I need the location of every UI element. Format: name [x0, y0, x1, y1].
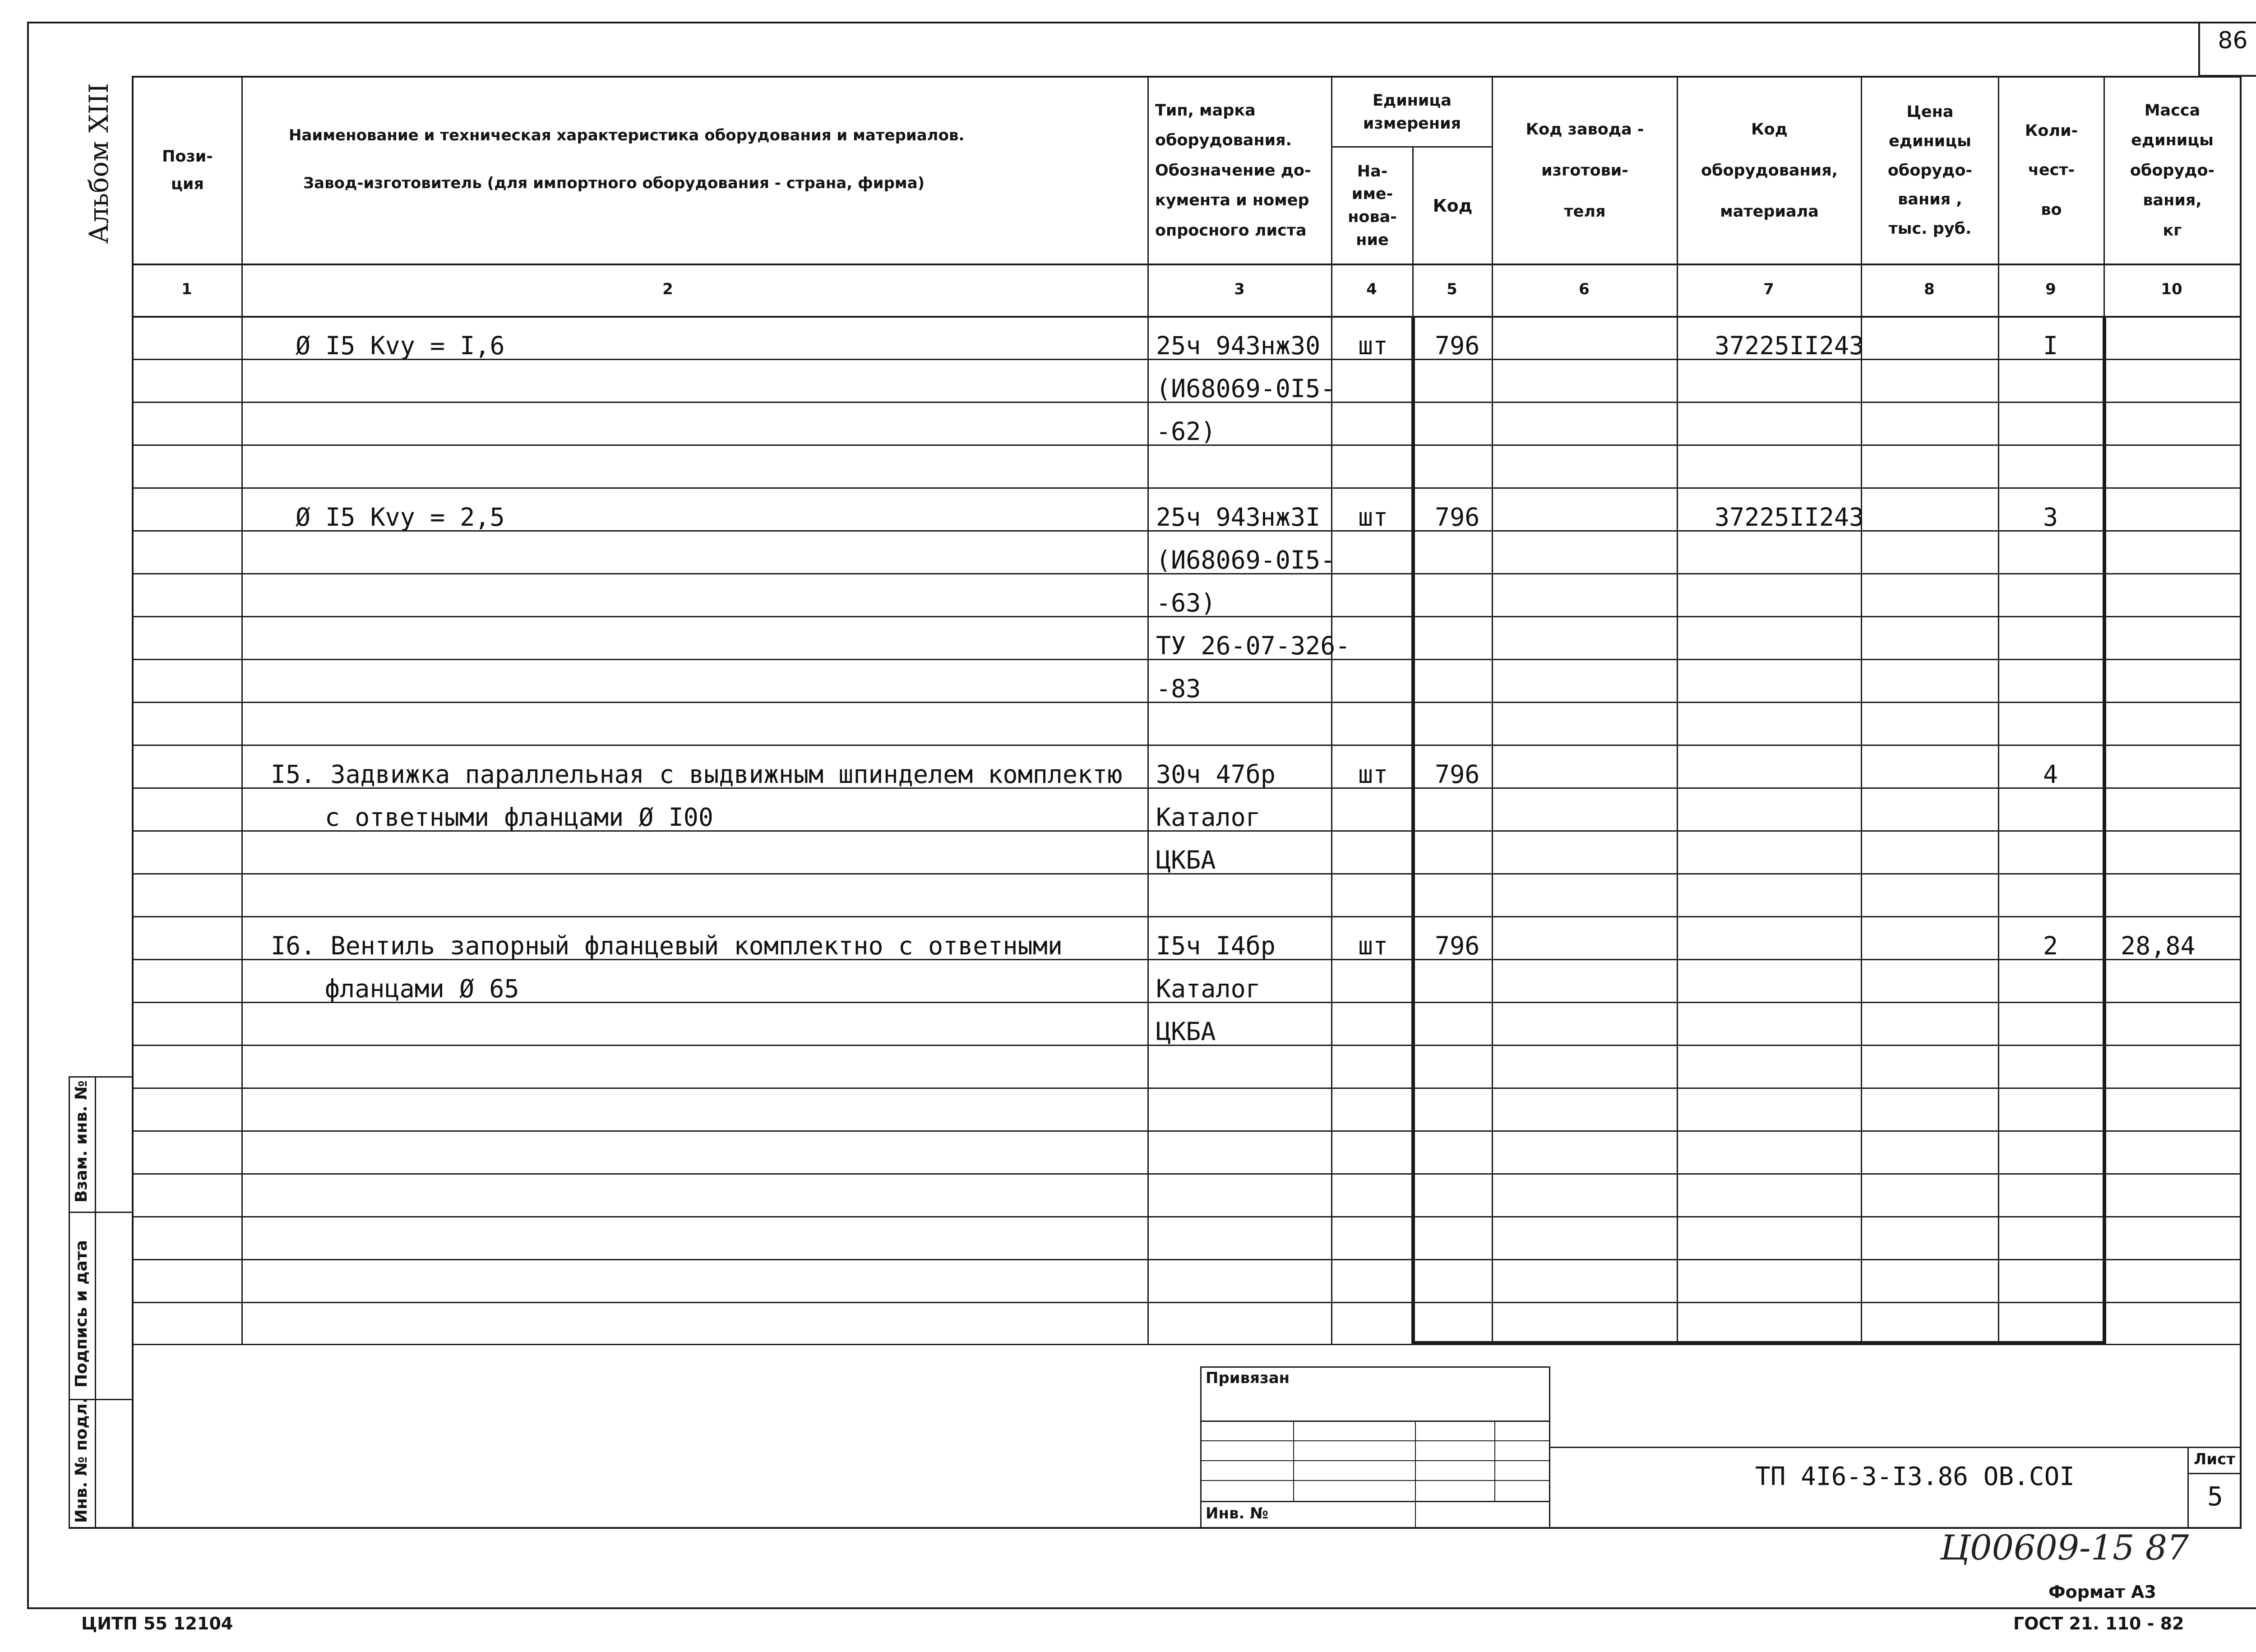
outer-frame-left [27, 22, 29, 1609]
row-11-code: 796 [1435, 760, 1480, 789]
header-type: Тип, марка оборудования. Обозначение до- кумента и номер опросного листа [1155, 101, 1311, 240]
col-number-3: 3 [1234, 280, 1245, 298]
stamp-document-code: ТП 4I6-3-I3.86 ОВ.СОI [1755, 1462, 2075, 1491]
header-equipment-code: Код оборудования, материала [1701, 120, 1838, 221]
row-8-type: ТУ 26-07-326- [1156, 631, 1350, 660]
row-1-code: 796 [1435, 331, 1480, 360]
outer-frame-bottom [27, 1607, 2256, 1609]
header-quantity: Коли- чест- во [2025, 121, 2078, 219]
row-13-type: ЦКБА [1156, 846, 1216, 875]
col-number-10: 10 [2161, 280, 2182, 298]
header-position: Пози- ция [162, 147, 213, 193]
row-16-name: фланцами Ø 65 [325, 974, 519, 1003]
row-1-name: Ø I5 Kvy = I,6 [296, 331, 505, 360]
org-code: ЦИТП 55 12104 [81, 1614, 233, 1633]
header-name-line2: Завод-изготовитель (для импортного оборудования - страна, фирма) [303, 174, 925, 192]
row-11-type: 30ч 47бр [1156, 760, 1276, 789]
row-9-type: -83 [1156, 674, 1201, 703]
row-15-unit: шт [1358, 931, 1388, 960]
row-15-code: 796 [1435, 931, 1480, 960]
row-15-name: I6. Вентиль запорный фланцевый комплектно с ответными [271, 931, 1063, 960]
row-1-quantity: I [2043, 331, 2058, 360]
row-5-quantity: 3 [2043, 503, 2058, 532]
col-number-8: 8 [1924, 280, 1935, 298]
col-number-5: 5 [1447, 280, 1457, 298]
row-5-name: Ø I5 Kvy = 2,5 [296, 503, 505, 532]
row-15-mass: 28,84 [2121, 931, 2196, 960]
row-1-type: 25ч 943нж30 [1156, 331, 1321, 360]
side-label-vzam: Взам. инв. № [72, 1080, 91, 1203]
row-1-unit: шт [1358, 331, 1388, 360]
row-3-type: -62) [1156, 417, 1216, 446]
row-6-type: (И68069-0I5- [1156, 546, 1336, 574]
header-unit: Единица измерения [1363, 92, 1461, 133]
row-1-equipment-code: 37225II243 [1715, 331, 1864, 360]
row-11-unit: шт [1358, 760, 1388, 789]
row-7-type: -63) [1156, 588, 1216, 617]
row-5-code: 796 [1435, 503, 1480, 532]
side-label-podpis: Подпись и дата [72, 1240, 91, 1388]
stamp-sheet-number: 5 [2207, 1481, 2223, 1512]
header-mass: Масса единицы оборудо- вания, кг [2130, 101, 2215, 240]
col-number-7: 7 [1763, 280, 1774, 298]
row-11-name: I5. Задвижка параллельная с выдвижным шпинделем комплектю [271, 760, 1123, 789]
side-label-inv-podl: Инв. № подл. [72, 1397, 91, 1523]
gost-label: ГОСТ 21. 110 - 82 [2013, 1614, 2184, 1633]
col-number-2: 2 [662, 280, 673, 298]
row-5-unit: шт [1358, 503, 1388, 532]
row-12-name: с ответными фланцами Ø I00 [325, 803, 713, 832]
row-15-quantity: 2 [2043, 931, 2058, 960]
row-5-type: 25ч 943нж3I [1156, 503, 1321, 532]
row-5-equipment-code: 37225II243 [1715, 503, 1864, 532]
header-unit-code: Код [1433, 195, 1473, 216]
row-12-type: Каталог [1156, 803, 1261, 832]
row-17-type: ЦКБА [1156, 1017, 1216, 1046]
page-number: 86 [2218, 27, 2248, 54]
col-number-6: 6 [1579, 280, 1590, 298]
format-label: Формат А3 [2048, 1582, 2156, 1602]
row-11-quantity: 4 [2043, 760, 2058, 789]
col-number-1: 1 [181, 280, 192, 298]
col-number-9: 9 [2045, 280, 2056, 298]
header-name-line1: Наименование и техническая характеристика оборудования и материалов. [289, 126, 965, 144]
table-frame-right [2240, 76, 2242, 1529]
stamp-privyazan: Привязан [1206, 1369, 1290, 1387]
col-number-4: 4 [1366, 280, 1377, 298]
header-factory-code: Код завода - изготови- теля [1526, 120, 1644, 221]
album-label: Альбом XIII [83, 83, 114, 244]
row-2-type: (И68069-0I5- [1156, 374, 1336, 403]
stamp-inv-no: Инв. № [1206, 1504, 1269, 1522]
row-16-type: Каталог [1156, 974, 1261, 1003]
row-15-type: I5ч I4бр [1156, 931, 1276, 960]
handwritten-annotation: Ц00609-15 87 [1940, 1527, 2189, 1568]
header-price: Цена единицы оборудо- вания , тыс. руб. [1887, 103, 1973, 238]
header-unit-name: На- име- нова- ние [1348, 162, 1397, 249]
outer-frame-top [27, 22, 2256, 23]
stamp-sheet-label: Лист [2194, 1450, 2235, 1468]
table-frame-bottom [132, 1527, 2242, 1529]
